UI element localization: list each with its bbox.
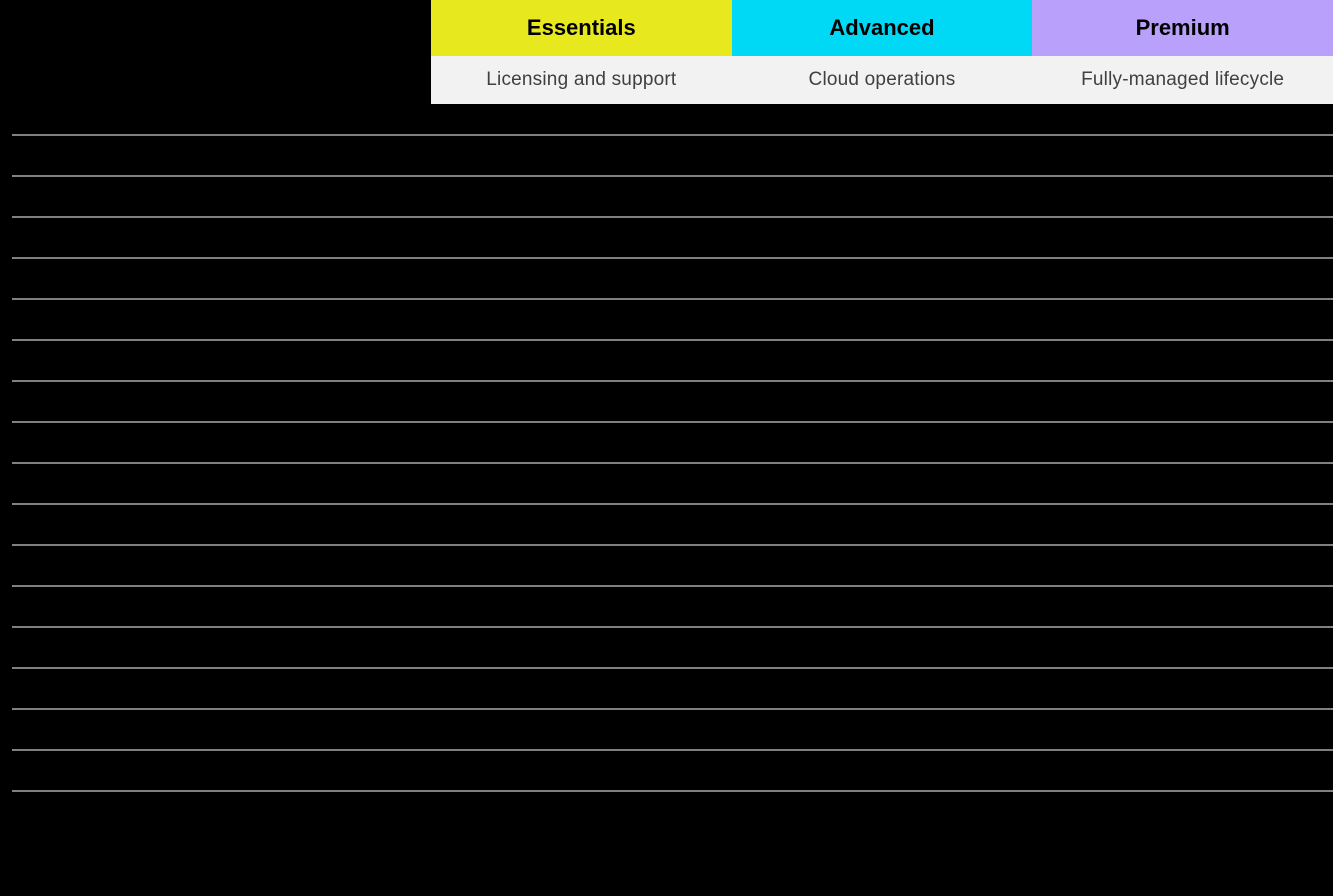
tier-header-row — [431, 0, 1333, 56]
rule-line — [12, 257, 1333, 259]
rule-line — [12, 380, 1333, 382]
rule-line — [12, 298, 1333, 300]
tier-comparison-table — [431, 0, 1333, 104]
tier-subtitle-premium: Fully-managed lifecycle — [1032, 56, 1333, 104]
rule-line — [12, 339, 1333, 341]
tier-header-advanced[interactable]: Advanced — [732, 0, 1033, 56]
rule-line — [12, 503, 1333, 505]
tier-subtitle-row — [431, 56, 1333, 104]
tier-subtitle-advanced: Cloud operations — [732, 56, 1033, 104]
tier-header-premium[interactable]: Premium — [1032, 0, 1333, 56]
rule-line — [12, 216, 1333, 218]
tier-subtitle-essentials: Licensing and support — [431, 56, 732, 104]
rule-line — [12, 462, 1333, 464]
rule-line — [12, 667, 1333, 669]
rule-line — [12, 749, 1333, 751]
rule-line — [12, 175, 1333, 177]
rule-line — [12, 585, 1333, 587]
rule-line — [12, 134, 1333, 136]
tier-header-essentials[interactable]: Essentials — [431, 0, 732, 56]
ruled-lines-area — [12, 134, 1333, 794]
rule-line — [12, 790, 1333, 792]
rule-line — [12, 626, 1333, 628]
rule-line — [12, 421, 1333, 423]
rule-line — [12, 544, 1333, 546]
rule-line — [12, 708, 1333, 710]
